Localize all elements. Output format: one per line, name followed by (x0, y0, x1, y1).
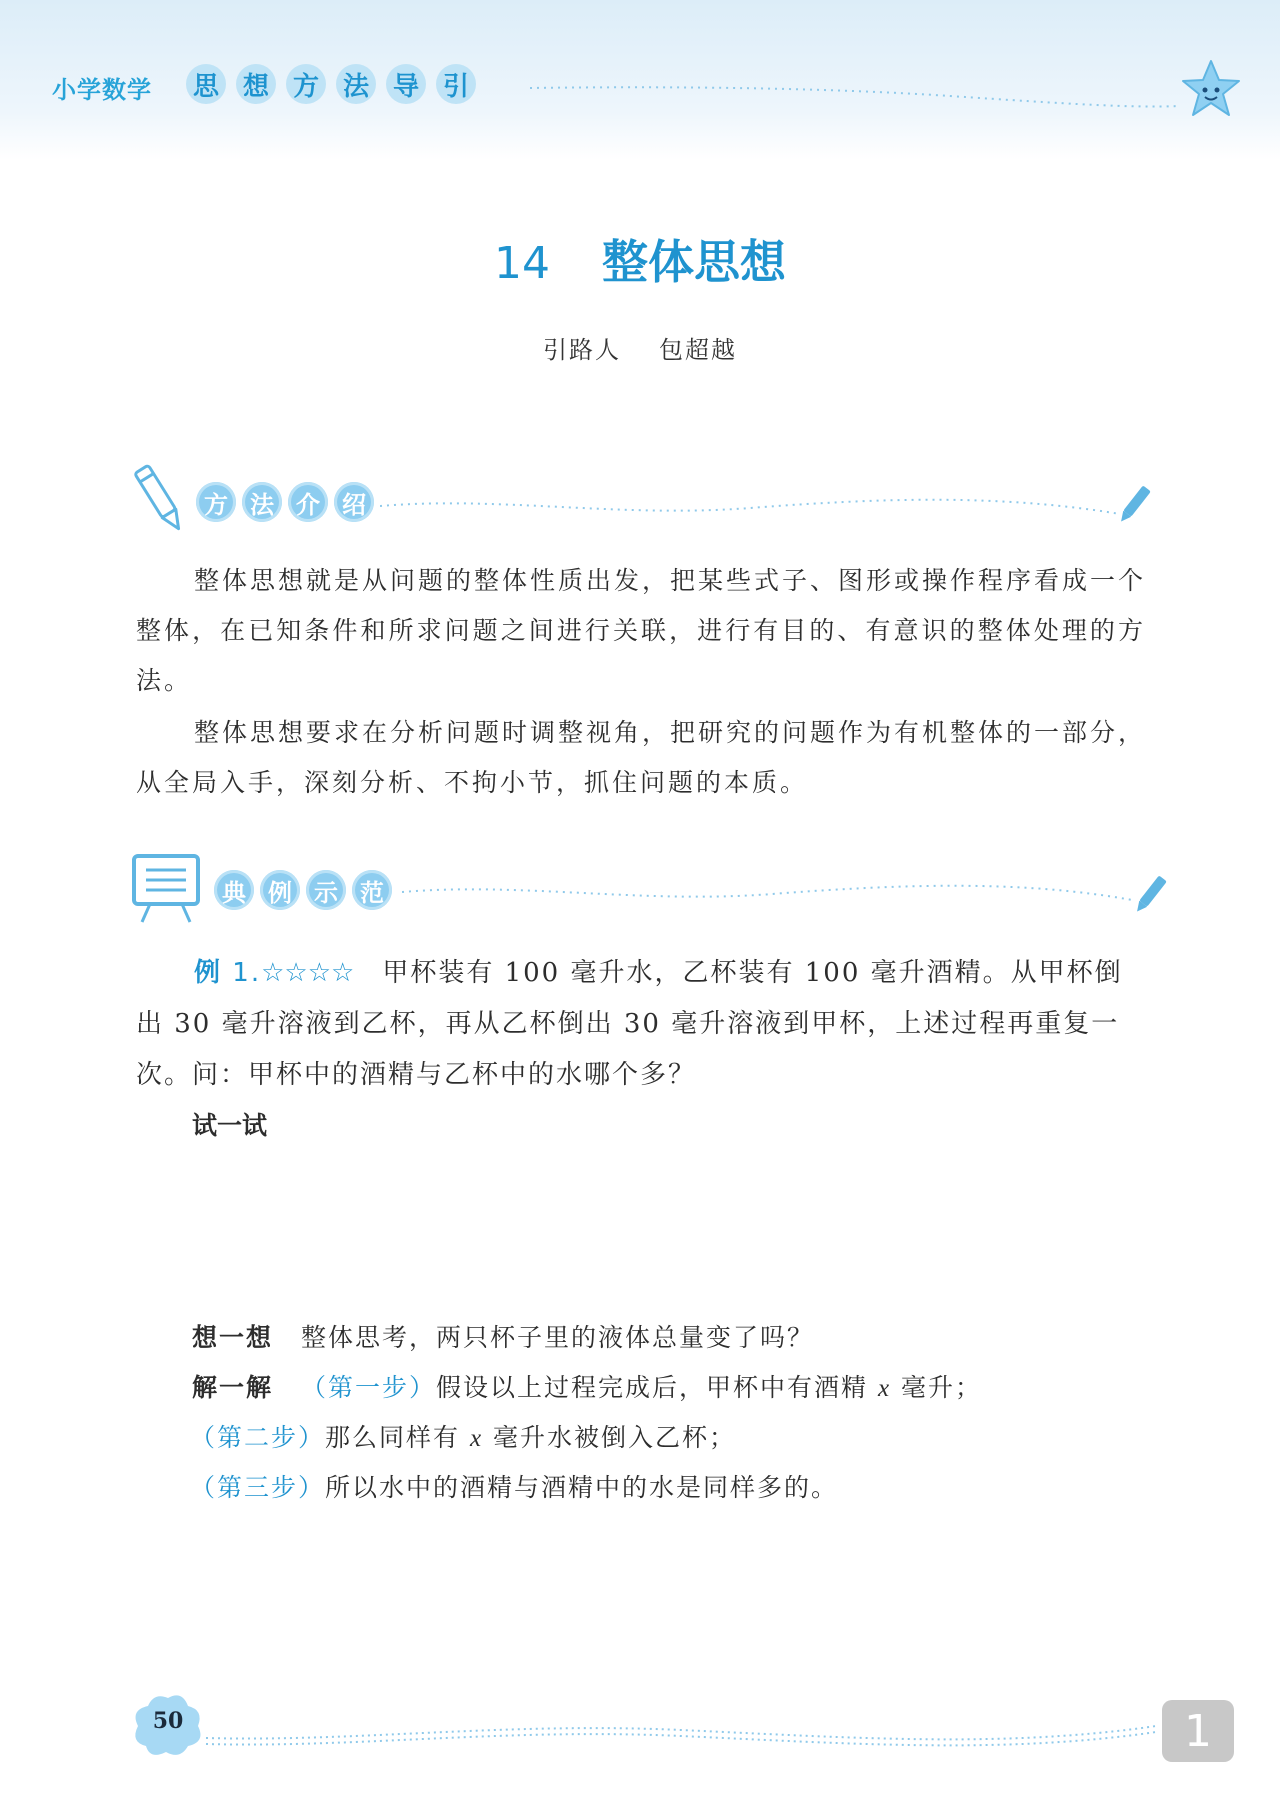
try-it-label: 试一试 (192, 1111, 268, 1140)
think-text: 整体思考，两只杯子里的液体总量变了吗？ (301, 1323, 815, 1352)
step-2-variable: x (469, 1425, 484, 1452)
series-name-small: 小学数学 (52, 76, 152, 104)
dotted-wave-divider (402, 874, 1132, 914)
pen-icon (1130, 870, 1170, 920)
section-badge: 介 (288, 482, 328, 522)
section-badge: 方 (196, 482, 236, 522)
author-name: 包超越 (659, 336, 737, 364)
solve-line-step2 (190, 1418, 1200, 1454)
lesson-number: 14 (494, 238, 550, 289)
method-paragraph-2: 整体思想要求在分析问题时调整视角，把研究的问题作为有机整体的一部分，从全局入手，深刻分析、不拘小节，抓住问题的本质。 (136, 718, 1147, 797)
series-char: 方 (286, 64, 326, 104)
method-section-header (130, 458, 1180, 538)
method-section-badges (196, 482, 374, 522)
think-label: 想一想 (192, 1323, 274, 1352)
series-char: 引 (436, 64, 476, 104)
pencil-icon (130, 458, 190, 540)
page-number: 50 (152, 1708, 184, 1734)
lesson-title (0, 226, 1280, 292)
section-badge: 例 (260, 870, 300, 910)
author-line (0, 330, 1280, 365)
footer-dotted-wave (206, 1712, 1156, 1752)
step-1-tag: （第一步） (301, 1373, 437, 1402)
step-2-text-a: 那么同样有 (325, 1423, 470, 1452)
dotted-wave-divider (380, 488, 1120, 528)
example-number: 1. (232, 958, 262, 988)
step-1-text-a: 假设以上过程完成后，甲杯中有酒精 (436, 1373, 878, 1402)
author-label: 引路人 (543, 336, 621, 364)
solve-label: 解一解 (192, 1373, 274, 1402)
solve-line-step3 (190, 1468, 1200, 1504)
section-badge: 绍 (334, 482, 374, 522)
step-2-tag: （第二步） (190, 1423, 326, 1452)
section-badge: 法 (242, 482, 282, 522)
series-char: 法 (336, 64, 376, 104)
example-label: 例 (194, 958, 223, 988)
blackboard-icon (130, 852, 204, 924)
star-mascot-icon (1180, 58, 1242, 120)
example-section-header (130, 852, 1180, 932)
lesson-title-text: 整体思想 (602, 235, 786, 289)
step-3-tag: （第三步） (190, 1473, 326, 1502)
series-char: 思 (186, 64, 226, 104)
step-3-text: 所以水中的酒精与酒精中的水是同样多的。 (325, 1473, 839, 1502)
example-problem-text: 甲杯装有 100 毫升水，乙杯装有 100 毫升酒精。从甲杯倒出 30 毫升溶液到乙杯，再从乙杯倒出 30 毫升溶液到甲杯，上述过程再重复一次。问：甲杯中的酒精与乙杯中的水哪个多？ (136, 958, 1123, 1090)
series-char: 导 (386, 64, 426, 104)
example-1-problem (136, 948, 1146, 1101)
pen-icon (1114, 480, 1154, 530)
section-badge: 典 (214, 870, 254, 910)
series-name-big (186, 64, 476, 104)
series-char: 想 (236, 64, 276, 104)
header-dotted-curve (530, 84, 1180, 114)
method-paragraph-1: 整体思想就是从问题的整体性质出发，把某些式子、图形或操作程序看成一个整体，在已知条件和所求问题之间进行关联，进行有目的、有意识的整体处理的方法。 (136, 566, 1147, 695)
example-section-badges (214, 870, 392, 910)
difficulty-stars: ☆☆☆☆ (261, 958, 355, 988)
section-badge: 范 (352, 870, 392, 910)
step-1-text-b: 毫升； (891, 1373, 983, 1402)
footer-badge: 1 (1162, 1700, 1234, 1762)
section-badge: 示 (306, 870, 346, 910)
step-2-text-b: 毫升水被倒入乙杯； (483, 1423, 737, 1452)
solve-line-step1 (192, 1368, 1202, 1404)
step-1-variable: x (877, 1375, 892, 1402)
think-line (192, 1318, 1202, 1354)
